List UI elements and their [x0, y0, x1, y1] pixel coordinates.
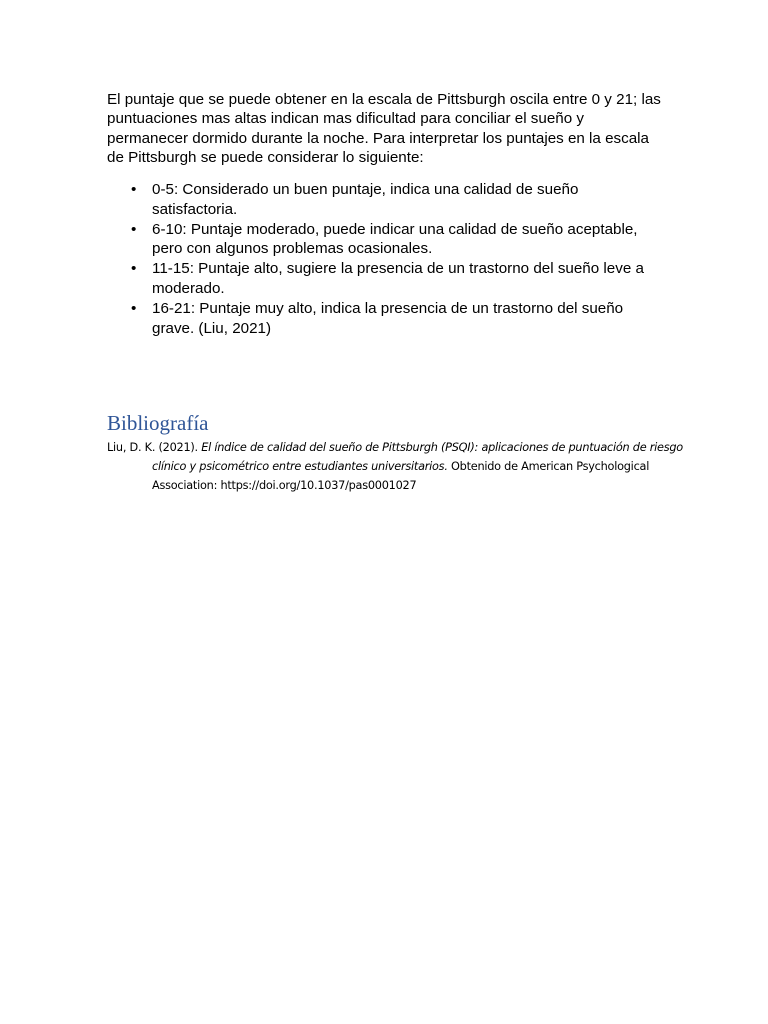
list-item [107, 259, 667, 299]
list-item-text: 11-15: Puntaje alto, sugiere la presencia de un trastorno del sueño leve a moderado. [152, 260, 644, 297]
bullet-icon: • [131, 299, 137, 317]
bibliography-entry [107, 438, 712, 495]
bibliography-authors: Liu, D. K. (2021). [107, 441, 202, 454]
list-item-text: 0-5: Considerado un buen puntaje, indica una calidad de sueño satisfactoria. [152, 181, 579, 218]
bibliography-source: Obtenido de American Psychological Association: https://doi.org/10.1037/pas0001027 [152, 460, 650, 492]
bullet-icon: • [131, 181, 137, 198]
bibliography-title: El índice de calidad del sueño de Pittsburgh (PSQI): aplicaciones de puntuación de riesgo clínico y psicométrico entre estudiantes universitarios. [152, 441, 683, 473]
list-item [107, 180, 667, 220]
bibliography-heading: Bibliografía [107, 411, 209, 435]
list-item [107, 220, 667, 260]
bullet-icon: • [131, 260, 137, 278]
score-list [107, 180, 667, 338]
intro-paragraph: El puntaje que se puede obtener en la escala de Pittsburgh oscila entre 0 y 21; las puntuaciones mas altas indican mas dificultad para conciliar el sueño y permanecer dormido durante la noche. Para interpretar los puntajes en la escala de Pittsburgh se puede considerar lo siguiente: [107, 91, 661, 167]
list-item-text: 16-21: Puntaje muy alto, indica la presencia de un trastorno del sueño grave. (Liu, 2021) [152, 299, 624, 337]
list-item-text: 6-10: Puntaje moderado, puede indicar una calidad de sueño aceptable, pero con algunos problemas ocasionales. [152, 220, 638, 258]
bullet-icon: • [131, 220, 137, 238]
list-item [107, 299, 667, 339]
